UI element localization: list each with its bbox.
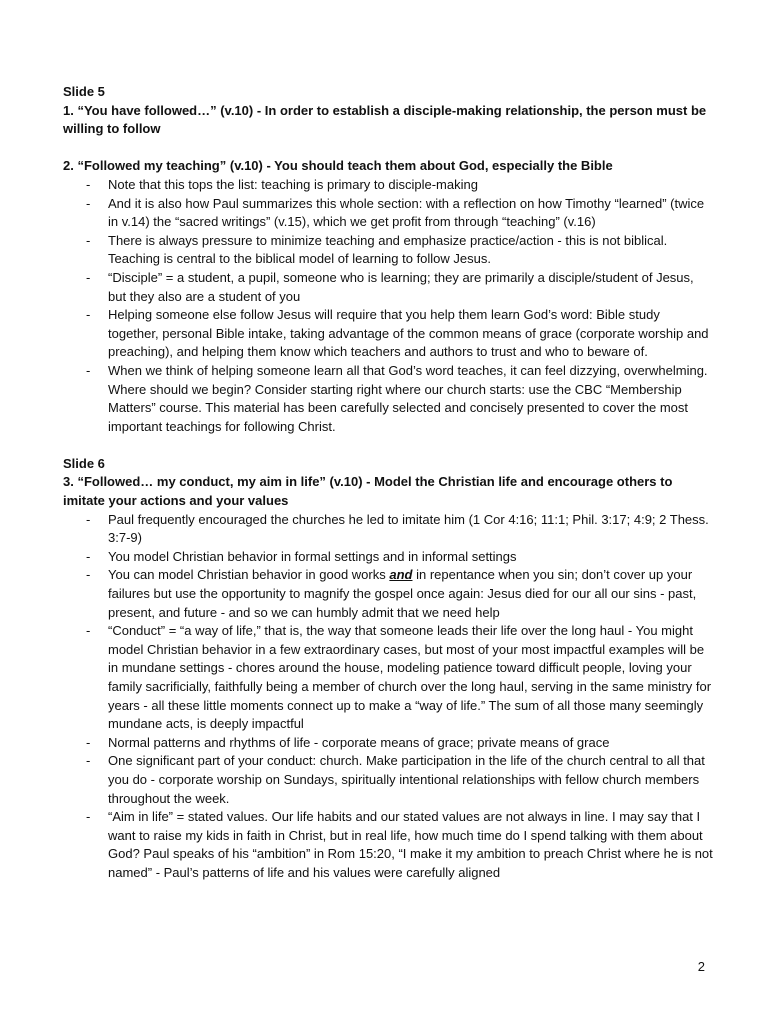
- list-item: [63, 622, 713, 734]
- list-item: [63, 306, 713, 362]
- bullet-dash: -: [86, 511, 91, 527]
- list-item: [63, 808, 713, 882]
- slide-6-label: Slide 6: [63, 455, 105, 471]
- text-run: in repentance when you sin; don’t cover up your failures but use the opportunity to magnify the gospel once again: Jesus died for our all our sins - past, present, and future - and so we can humbly admit that we need help: [108, 567, 697, 620]
- blank-line: [63, 436, 713, 455]
- point-3-heading: 3. “Followed… my conduct, my aim in life” (v.10) - Model the Christian life and encourage others to imitate your actions and your values: [63, 474, 673, 509]
- text-run: You can model Christian behavior in good works: [108, 567, 390, 583]
- list-item-text: Helping someone else follow Jesus will require that you help them learn God’s word: Bible study together, personal Bible intake, taking advantage of the common means of grace (corporate worship and preaching), and helping them know which teachers and authors to trust and who to beware of.: [108, 307, 709, 360]
- list-item: [63, 734, 713, 753]
- list-item-text: “Conduct” = “a way of life,” that is, the way that someone leads their life over the long haul - You might model Christian behavior in a few extraordinary cases, but most of your most impactful examples will be in mundane settings - chores around the house, modeling patience toward difficult people, loving your family sacrificially, faithfully being a member of church over the long haul, serving in the same ministry for years - all these little moments connect up to make a “way of life.” The sum of all those many seemingly mundane acts, is deeply impactful: [108, 623, 712, 732]
- bullet-dash: -: [86, 567, 91, 583]
- page-number: 2: [697, 959, 705, 974]
- list-item-text: There is always pressure to minimize teaching and emphasize practice/action - this is not biblical. Teaching is central to the biblical model of learning to follow Jesus.: [108, 232, 668, 267]
- bullet-dash: -: [86, 195, 91, 211]
- bullet-dash: -: [86, 548, 91, 564]
- list-item-text: One significant part of your conduct: church. Make participation in the life of the church central to all that you do - corporate worship on Sundays, spiritually intentional relationships with fellow church members throughout the week.: [108, 753, 705, 806]
- list-item: [63, 566, 713, 622]
- list-item-text: And it is also how Paul summarizes this whole section: with a reflection on how Timothy “learned” (twice in v.14) the “sacred writings” (v.15), which we get profit from through “teaching” (v.16): [108, 195, 705, 230]
- bullet-dash: -: [86, 307, 91, 323]
- list-item-text: “Aim in life” = stated values. Our life habits and our stated values are not always in line. I may say that I want to raise my kids in faith in Christ, but in real life, how much time do I spend talking with them about God? Paul speaks of his “ambition” in Rom 15:20, “I make it my ambition to preach Christ where he is not named” - Paul’s patterns of life and his values were carefully aligned: [108, 809, 713, 880]
- bullet-dash: -: [86, 232, 91, 248]
- point-1-heading: 1. “You have followed…” (v.10) - In order to establish a disciple-making relationship, the person must be willing to follow: [63, 102, 707, 137]
- point-2-bullet-list: [63, 176, 713, 436]
- list-item: [63, 362, 713, 436]
- slide-5-label: Slide 5: [63, 84, 105, 99]
- list-item-text: Normal patterns and rhythms of life - corporate means of grace; private means of grace: [108, 734, 610, 750]
- list-item: [63, 511, 713, 548]
- bullet-dash: -: [86, 362, 91, 378]
- list-item-text: You model Christian behavior in formal settings and in informal settings: [108, 548, 517, 564]
- bullet-dash: -: [86, 809, 91, 825]
- list-item-text: When we think of helping someone learn all that God’s word teaches, it can feel dizzying, overwhelming. Where should we begin? Consider starting right where our church starts: use the CBC “Membership Matters” course. This material has been carefully selected and concisely presented to cover the most important teachings for following Christ.: [108, 362, 708, 434]
- list-item: [63, 176, 713, 195]
- blank-line: [63, 139, 713, 158]
- list-item: [63, 548, 713, 567]
- list-item-text: Paul frequently encouraged the churches he led to imitate him (1 Cor 4:16; 11:1; Phil. 3:17; 4:9; 2 Thess. 3:7-9): [108, 511, 709, 546]
- point-2-heading: 2. “Followed my teaching” (v.10) - You should teach them about God, especially the Bible: [63, 158, 613, 174]
- list-item-text: Note that this tops the list: teaching is primary to disciple-making: [108, 176, 478, 192]
- emphasized-word: and: [389, 567, 413, 583]
- list-item: [63, 232, 713, 269]
- list-item-text: [108, 567, 696, 619]
- bullet-dash: -: [86, 734, 91, 750]
- point-3-bullet-list: [63, 511, 713, 883]
- document-body: [63, 83, 713, 883]
- bullet-dash: -: [86, 269, 91, 285]
- list-item: [63, 195, 713, 232]
- list-item-text: “Disciple” = a student, a pupil, someone who is learning; they are primarily a disciple/student of Jesus, but they also are a student of you: [108, 269, 694, 304]
- list-item: [63, 752, 713, 808]
- list-item: [63, 269, 713, 306]
- bullet-dash: -: [86, 176, 91, 192]
- bullet-dash: -: [86, 753, 91, 769]
- bullet-dash: -: [86, 623, 91, 639]
